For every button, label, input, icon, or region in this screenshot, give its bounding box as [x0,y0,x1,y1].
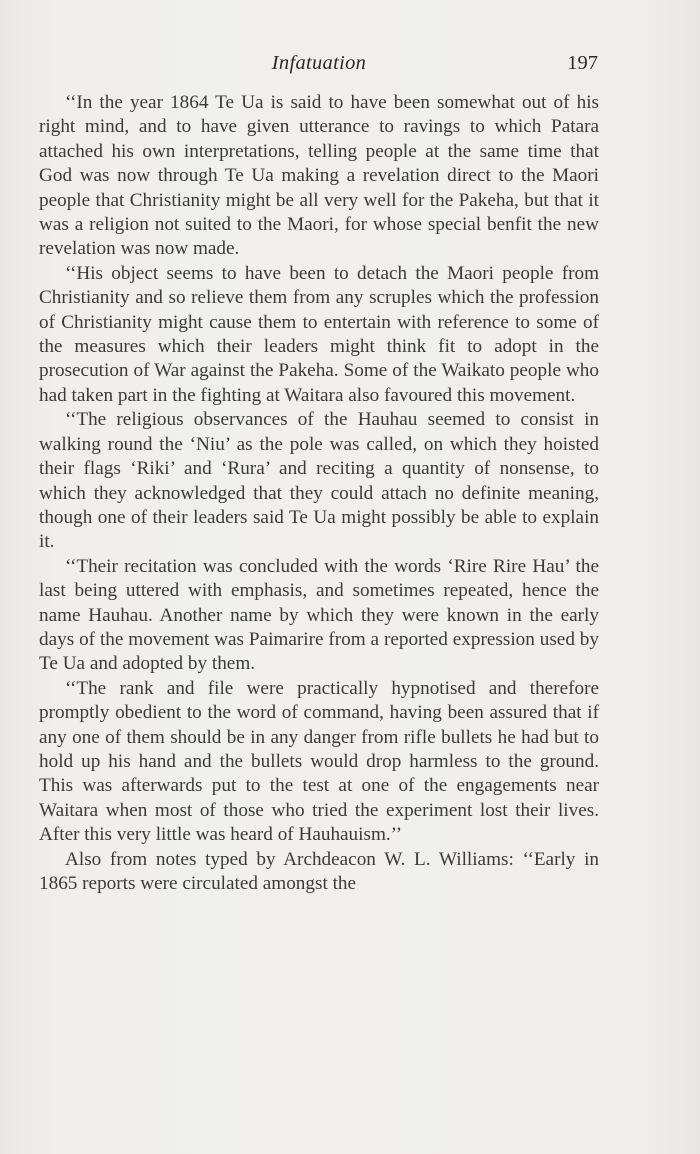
paragraph: ‘‘In the year 1864 Te Ua is said to have been somewhat out of his right mind, and to have given utterance to ravings to which Patara attached his own interpretations, telling people at the same time that God was now through Te Ua making a revelation direct to the Maori people that Christianity might be all very well for the Pakeha, but that it was a religion not suited to the Maori, for whose special benfit the new revelation was now made. [39,92,599,260]
page-number: 197 [567,52,598,74]
page-header [40,52,598,82]
paragraph: ‘‘His object seems to have been to detach the Maori people from Christianity and so relieve them from any scruples which the profession of Christianity might cause them to entertain with reference to some of the measures which their leaders might think fit to adopt in the prosecution of War against the Pakeha. Some of the Waikato people who had taken part in the fighting at Waitara also favoured this movement. [39,262,599,406]
running-head: Infatuation [271,52,367,74]
paragraph: Also from notes typed by Archdeacon W. L. Williams: ‘‘Early in 1865 reports were circulated amongst the [39,848,599,894]
body-text [39,91,599,896]
paragraph: ‘‘The religious observances of the Hauhau seemed to consist in walking round the ‘Niu’ as the pole was called, on which they hoisted their flags ‘Riki’ and ‘Rura’ and reciting a quantity of nonsense, to which they acknowledged that they could attach no definite meaning, though one of their leaders said Te Ua might possibly be able to explain it. [39,409,599,553]
paragraph: ‘‘The rank and file were practically hypnotised and therefore promptly obedient to the word of command, having been assured that if any one of them should be in any danger from rifle bullets he had but to hold up his hand and the bullets would drop harmless to the ground. This was afterwards put to the test at one of the engagements near Waitara when most of those who tried the experiment lost their lives. After this very little was heard of Hauhauism.’’ [39,677,599,846]
paragraph: ‘‘Their recitation was concluded with the words ‘Rire Rire Hau’ the last being uttered with emphasis, and sometimes repeated, hence the name Hauhau. Another name by which they were known in the early days of the movement was Paimarire from a reported expression used by Te Ua and adopted by them. [39,555,599,675]
